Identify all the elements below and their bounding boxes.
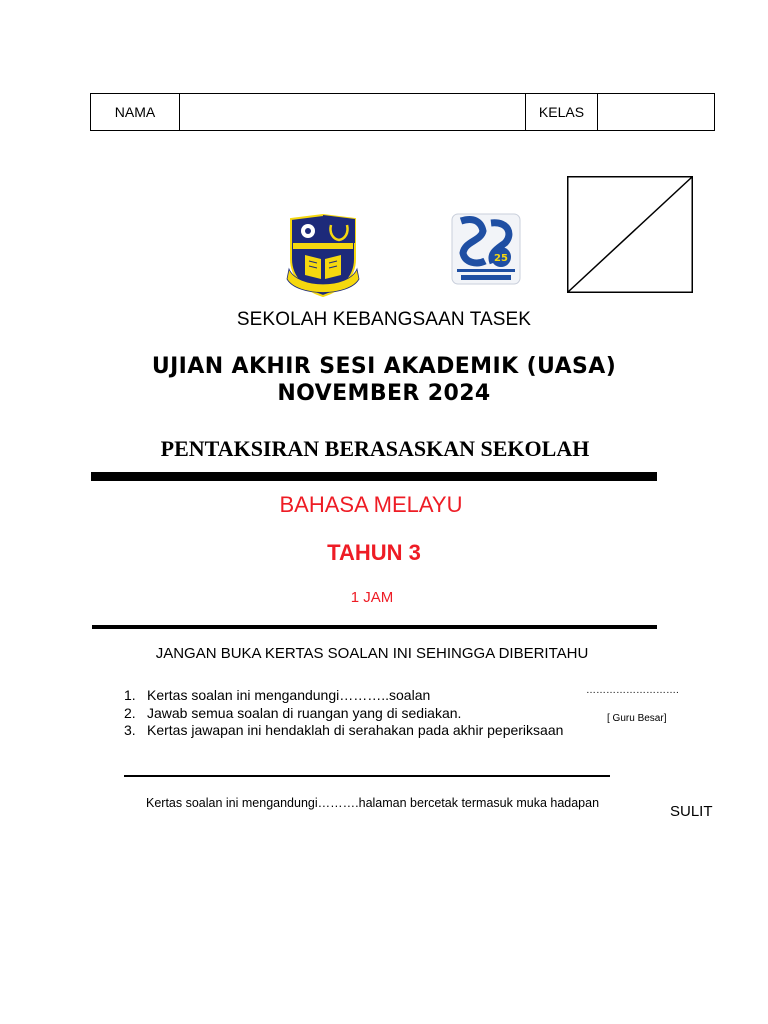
- signature-line: ……………………….: [586, 685, 679, 696]
- marks-box: [567, 176, 693, 293]
- assessment-type: PENTAKSIRAN BERASASKAN SEKOLAH: [160, 436, 590, 461]
- subject-title: BAHASA MELAYU: [279, 492, 463, 517]
- instruction-text: Kertas soalan ini mengandungi………..soalan: [147, 687, 431, 703]
- divider-thin: [124, 775, 610, 777]
- instruction-item: [124, 722, 563, 740]
- instruction-number: 2.: [124, 704, 136, 721]
- instructions-list: [124, 687, 563, 740]
- name-field[interactable]: [180, 94, 526, 131]
- instruction-number: 3.: [124, 722, 136, 738]
- warning-notice: JANGAN BUKA KERTAS SOALAN INI SEHINGGA DIBERITAHU: [155, 645, 589, 662]
- exam-title: [0, 353, 768, 407]
- exam-title-line1: UJIAN AKHIR SESI AKADEMIK (UASA): [151, 354, 617, 379]
- classification-label: SULIT: [670, 803, 713, 820]
- instruction-item: [124, 687, 563, 705]
- page-count-note: Kertas soalan ini mengandungi……….halaman bercetak termasuk muka hadapan: [146, 796, 600, 810]
- signature-label: [ Guru Besar]: [607, 713, 667, 724]
- student-info-table: [90, 93, 715, 131]
- divider-medium: [92, 625, 657, 629]
- school-name: SEKOLAH KEBANGSAAN TASEK: [236, 309, 532, 330]
- instruction-item: [124, 705, 563, 723]
- exam-duration: 1 JAM: [350, 589, 394, 606]
- instruction-text: Kertas jawapan ini hendaklah di serahakan pada akhir peperiksaan: [147, 722, 564, 738]
- class-field[interactable]: [598, 94, 715, 131]
- exam-title-line2: NOVEMBER 2024: [277, 381, 491, 406]
- year-level: TAHUN 3: [327, 540, 421, 565]
- instruction-text: Jawab semua soalan di ruangan yang di sediakan.: [147, 704, 462, 721]
- name-label: NAMA: [91, 94, 180, 131]
- instruction-number: 1.: [124, 687, 136, 703]
- school-crest-icon: [283, 213, 363, 297]
- ppd-25-badge-icon: [451, 213, 521, 285]
- class-label: KELAS: [526, 94, 598, 131]
- divider-thick: [91, 472, 657, 481]
- svg-text:25: 25: [494, 253, 508, 264]
